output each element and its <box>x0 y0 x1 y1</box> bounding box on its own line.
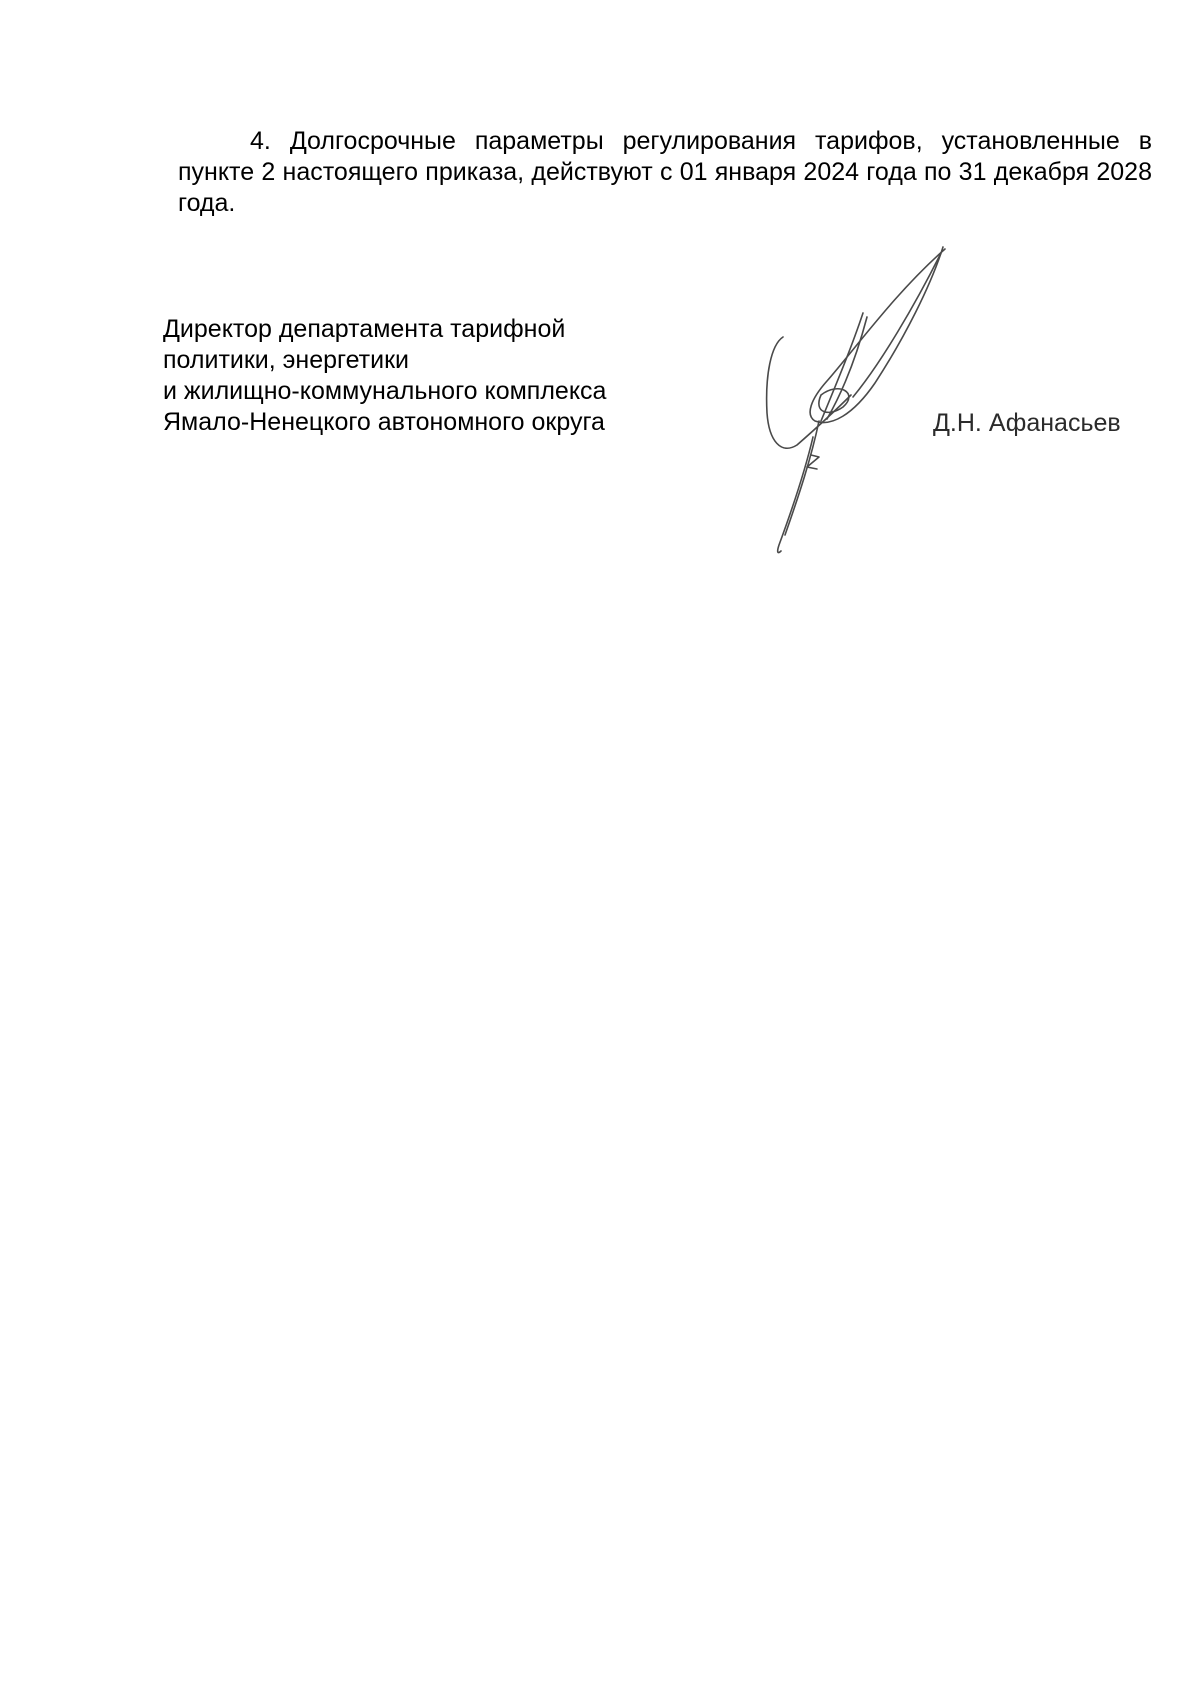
handwritten-signature-icon <box>755 245 965 565</box>
signer-position-block <box>163 314 703 438</box>
signer-position-line-3: и жилищно-коммунального комплекса <box>163 377 607 405</box>
signer-position-line-4: Ямало-Ненецкого автономного округа <box>163 408 605 436</box>
clause-text: Долгосрочные параметры регулирования тарифов, установленные в пункте 2 настоящего приказа, действуют с 01 января 2024 года по 31 декабря 2028 года. <box>178 127 1152 217</box>
signer-name: Д.Н. Афанасьев <box>933 409 1121 437</box>
signer-position-line-2: политики, энергетики <box>163 346 409 374</box>
clause-paragraph <box>178 126 1152 219</box>
signer-position-line-1: Директор департамента тарифной <box>163 315 566 343</box>
clause-number: 4. <box>250 127 271 155</box>
